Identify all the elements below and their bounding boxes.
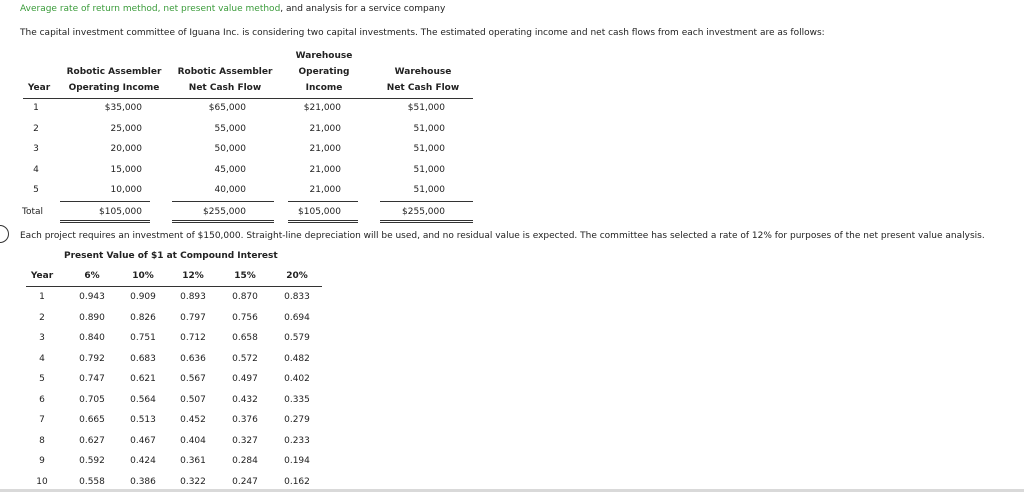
pv-row-value: 0.513 <box>130 415 156 425</box>
pv-row-value: 0.558 <box>79 477 105 487</box>
pv-header-underline <box>26 286 322 287</box>
total-ra-income: $105,000 <box>99 207 142 217</box>
pv-row-year: 4 <box>39 354 45 364</box>
double-rule-ra-cash-2 <box>172 222 274 223</box>
pv-row-value: 0.376 <box>232 415 258 425</box>
pv-row-year: 3 <box>39 333 45 343</box>
row-year: 1 <box>33 103 39 113</box>
pv-row-value: 0.592 <box>79 456 105 466</box>
header-wh-income-line2: Operating <box>298 67 350 77</box>
total-rule-ra-cash <box>172 201 274 202</box>
row-ra-income: 20,000 <box>110 144 142 154</box>
pv-row-value: 0.322 <box>180 477 206 487</box>
pv-row-value: 0.386 <box>130 477 156 487</box>
total-rule-wh-income <box>288 201 358 202</box>
row-wh-income: 21,000 <box>309 165 341 175</box>
pv-row-value: 0.404 <box>180 436 206 446</box>
double-rule-ra-cash-1 <box>172 220 274 221</box>
title-rest: , and analysis for a service company <box>280 4 446 14</box>
row-ra-cash: 50,000 <box>214 144 246 154</box>
row-year: 4 <box>33 165 39 175</box>
header-wh-cash-line1: Warehouse <box>394 67 452 77</box>
step-marker-icon <box>0 225 9 243</box>
pv-row-value: 0.621 <box>130 374 156 384</box>
pv-row-value: 0.327 <box>232 436 258 446</box>
pv-row-value: 0.279 <box>284 415 310 425</box>
pv-row-value: 0.943 <box>79 292 105 302</box>
pv-row-value: 0.833 <box>284 292 310 302</box>
pv-row-value: 0.467 <box>130 436 156 446</box>
pv-row-value: 0.284 <box>232 456 258 466</box>
total-wh-income: $105,000 <box>298 207 341 217</box>
total-rule-ra-income <box>60 201 150 202</box>
pv-row-value: 0.567 <box>180 374 206 384</box>
intro-text: The capital investment committee of Iguana Inc. is considering two capital investments. The estimated operating income and net cash flows from each investment are as follows: <box>20 28 825 38</box>
double-rule-wh-income-2 <box>288 222 358 223</box>
pv-row-value: 0.564 <box>130 395 156 405</box>
pv-row-year: 10 <box>36 477 48 487</box>
pv-row-value: 0.893 <box>180 292 206 302</box>
pv-row-value: 0.572 <box>232 354 258 364</box>
row-ra-cash: 40,000 <box>214 185 246 195</box>
row-ra-cash: 55,000 <box>214 124 246 134</box>
row-wh-cash: 51,000 <box>413 124 445 134</box>
row-wh-cash: $51,000 <box>407 103 445 113</box>
double-rule-ra-income-2 <box>60 222 150 223</box>
pv-header-20: 20% <box>286 271 308 281</box>
header-ra-income-line1: Robotic Assembler <box>66 67 162 77</box>
pv-row-value: 0.840 <box>79 333 105 343</box>
pv-row-value: 0.627 <box>79 436 105 446</box>
header-ra-income-line2: Operating Income <box>68 83 160 93</box>
total-ra-cash: $255,000 <box>203 207 246 217</box>
total-rule-wh-cash <box>380 201 473 202</box>
pv-row-value: 0.361 <box>180 456 206 466</box>
page-title <box>20 4 445 14</box>
pv-row-value: 0.402 <box>284 374 310 384</box>
header-wh-income-line3: Income <box>305 83 343 93</box>
header-ra-cash-line1: Robotic Assembler <box>177 67 273 77</box>
pv-row-year: 7 <box>39 415 45 425</box>
pv-header-10: 10% <box>132 271 154 281</box>
row-year: 5 <box>33 185 39 195</box>
row-year: 2 <box>33 124 39 134</box>
pv-row-value: 0.665 <box>79 415 105 425</box>
header-wh-cash-line2: Net Cash Flow <box>386 83 460 93</box>
pv-row-value: 0.683 <box>130 354 156 364</box>
row-ra-cash: 45,000 <box>214 165 246 175</box>
row-wh-cash: 51,000 <box>413 185 445 195</box>
pv-row-year: 9 <box>39 456 45 466</box>
pv-row-value: 0.636 <box>180 354 206 364</box>
row-wh-income: 21,000 <box>309 124 341 134</box>
row-wh-income: 21,000 <box>309 144 341 154</box>
header-underline <box>23 98 473 99</box>
header-ra-cash-line2: Net Cash Flow <box>188 83 262 93</box>
pv-row-value: 0.797 <box>180 313 206 323</box>
pv-row-year: 6 <box>39 395 45 405</box>
double-rule-wh-income-1 <box>288 220 358 221</box>
pv-row-value: 0.705 <box>79 395 105 405</box>
row-ra-income: $35,000 <box>104 103 142 113</box>
requirement-text: Each project requires an investment of $150,000. Straight-line depreciation will be used, and no residual value is expected. The committee has selected a rate of 12% for purposes of the net present value analysis. <box>20 231 985 241</box>
pv-header-year: Year <box>30 271 54 281</box>
row-wh-income: 21,000 <box>309 185 341 195</box>
pv-row-value: 0.482 <box>284 354 310 364</box>
pv-row-value: 0.694 <box>284 313 310 323</box>
row-year: 3 <box>33 144 39 154</box>
pv-header-6: 6% <box>84 271 100 281</box>
pv-row-value: 0.452 <box>180 415 206 425</box>
row-ra-income: 25,000 <box>110 124 142 134</box>
pv-row-value: 0.712 <box>180 333 206 343</box>
title-link-npv: net present value method <box>163 4 281 14</box>
pv-table-title: Present Value of $1 at Compound Interest <box>64 251 278 261</box>
pv-row-value: 0.432 <box>232 395 258 405</box>
row-ra-cash: $65,000 <box>208 103 246 113</box>
header-wh-income-line1: Warehouse <box>295 51 353 61</box>
total-wh-cash: $255,000 <box>402 207 445 217</box>
title-link-average-rate: Average rate of return method <box>20 4 158 14</box>
pv-row-value: 0.247 <box>232 477 258 487</box>
pv-row-value: 0.751 <box>130 333 156 343</box>
pv-row-value: 0.194 <box>284 456 310 466</box>
pv-row-value: 0.826 <box>130 313 156 323</box>
pv-row-value: 0.507 <box>180 395 206 405</box>
pv-row-value: 0.162 <box>284 477 310 487</box>
row-wh-cash: 51,000 <box>413 144 445 154</box>
total-label: Total <box>22 207 44 217</box>
pv-row-value: 0.870 <box>232 292 258 302</box>
pv-row-value: 0.756 <box>232 313 258 323</box>
pv-row-value: 0.335 <box>284 395 310 405</box>
pv-row-value: 0.497 <box>232 374 258 384</box>
pv-row-value: 0.747 <box>79 374 105 384</box>
double-rule-ra-income-1 <box>60 220 150 221</box>
row-ra-income: 10,000 <box>110 185 142 195</box>
row-wh-income: $21,000 <box>303 103 341 113</box>
double-rule-wh-cash-1 <box>380 220 473 221</box>
pv-row-value: 0.233 <box>284 436 310 446</box>
pv-row-value: 0.792 <box>79 354 105 364</box>
pv-row-value: 0.890 <box>79 313 105 323</box>
pv-row-year: 8 <box>39 436 45 446</box>
pv-header-12: 12% <box>182 271 204 281</box>
double-rule-wh-cash-2 <box>380 222 473 223</box>
pv-row-year: 5 <box>39 374 45 384</box>
row-wh-cash: 51,000 <box>413 165 445 175</box>
pv-row-value: 0.424 <box>130 456 156 466</box>
pv-row-value: 0.579 <box>284 333 310 343</box>
pv-row-year: 1 <box>39 292 45 302</box>
title-separator: , <box>157 4 164 14</box>
pv-row-value: 0.658 <box>232 333 258 343</box>
pv-row-year: 2 <box>39 313 45 323</box>
pv-header-15: 15% <box>234 271 256 281</box>
header-year: Year <box>27 83 51 93</box>
row-ra-income: 15,000 <box>110 165 142 175</box>
pv-row-value: 0.909 <box>130 292 156 302</box>
